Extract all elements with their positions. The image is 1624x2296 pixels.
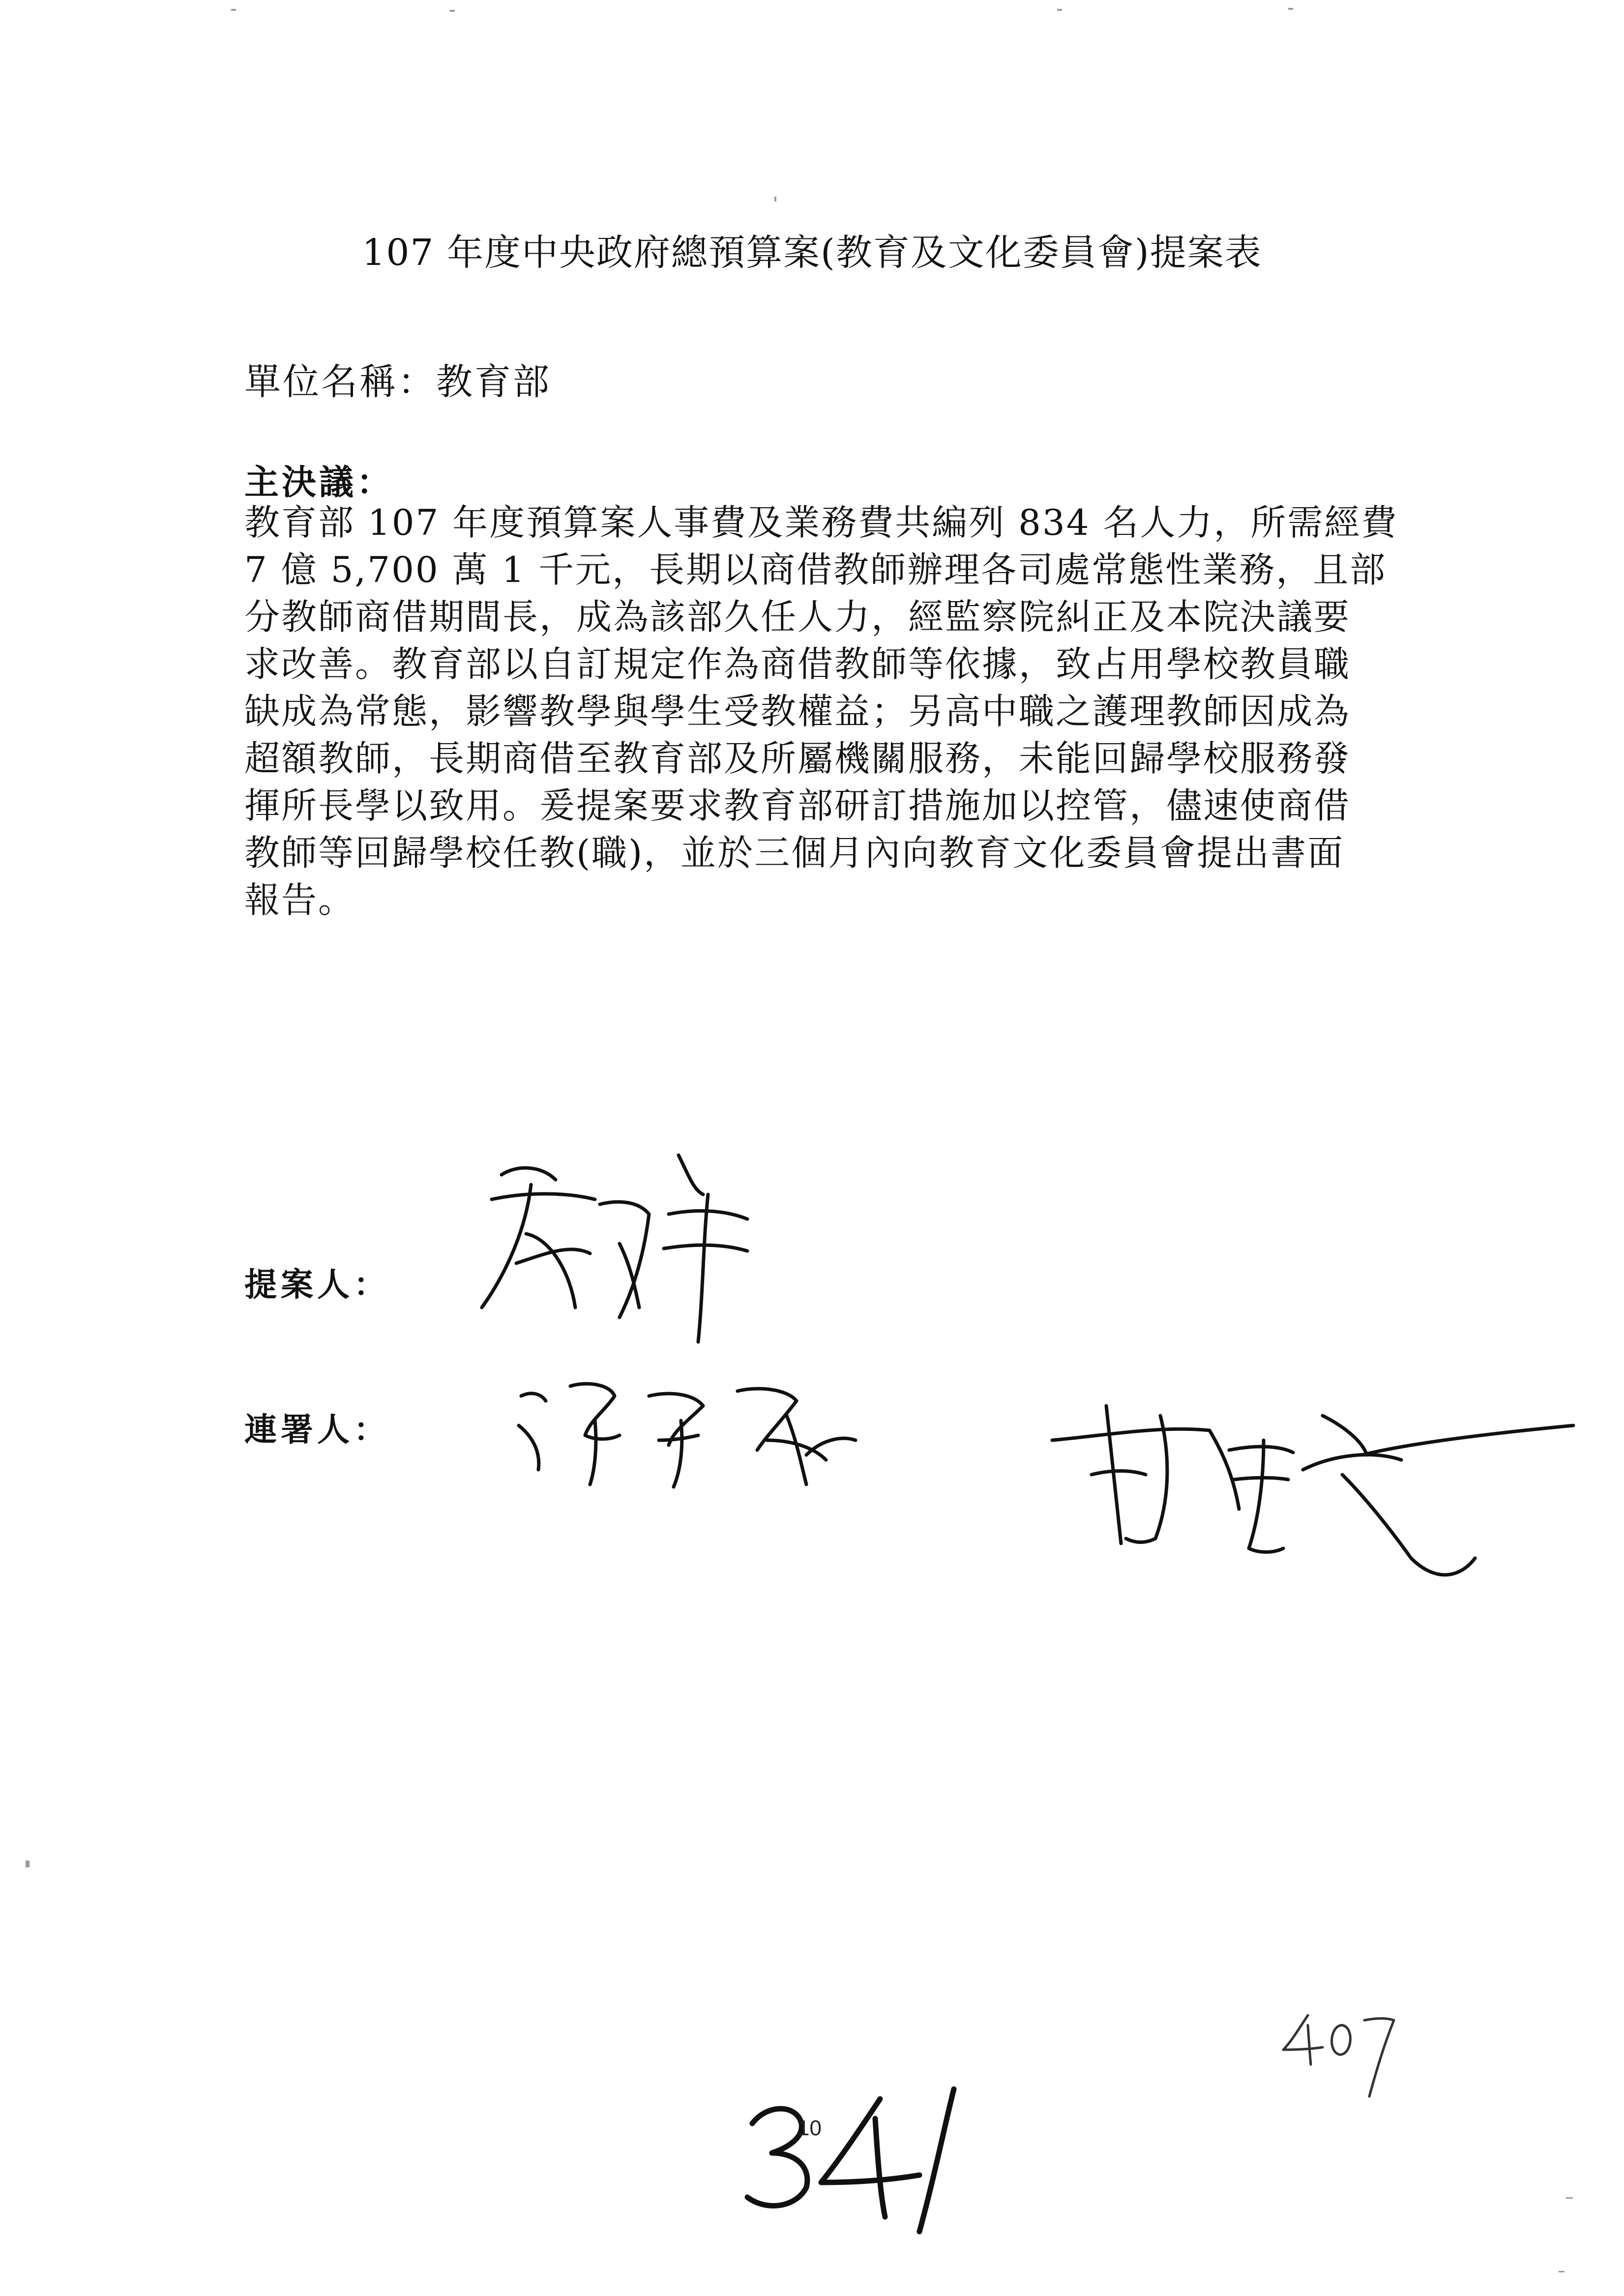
cosigner-signature-2 (1047, 1396, 1578, 1593)
resolution-line: 教育部 107 年度預算案人事費及業務費共編列 834 名人力，所需經費 (244, 502, 1398, 543)
resolution-line: 求改善。教育部以自訂規定作為商借教師等依據，致占用學校教員職 (244, 643, 1351, 685)
scan-speck (1559, 2271, 1565, 2272)
resolution-line: 缺成為常態，影響教學與學生受教權益；另高中職之護理教師因成為 (244, 691, 1351, 732)
proposer-signature (472, 1145, 777, 1352)
scan-speck (26, 1860, 30, 1867)
resolution-line: 報告。 (244, 879, 355, 921)
resolution-heading: 主決議： (244, 462, 394, 502)
resolution-line: 教師等回歸學校任教(職)，並於三個月內向教育文化委員會提出書面 (244, 832, 1345, 873)
resolution-line: 分教師商借期間長，成為該部久任人力，經監察院糾正及本院決議要 (244, 596, 1351, 638)
scan-speck (1057, 9, 1062, 11)
handwritten-number-407 (1278, 2005, 1396, 2099)
resolution-line: 超額教師，長期商借至教育部及所屬機關服務，未能回歸學校服務發 (244, 738, 1351, 779)
unit-name-line: 單位名稱：教育部 (244, 361, 551, 403)
proposer-label: 提案人： (244, 1266, 390, 1304)
page-title: 107 年度中央政府總預算案(教育及文化委員會)提案表 (362, 232, 1262, 274)
resolution-line: 7 億 5,700 萬 1 千元，長期以商借教師辦理各司處常態性業務，且部 (244, 549, 1387, 590)
page-number: 10 (797, 2116, 822, 2140)
scan-speck (450, 10, 455, 12)
handwritten-number-341 (738, 2079, 974, 2241)
cosigner-label: 連署人： (244, 1411, 390, 1449)
cosigner-signature-1 (511, 1366, 865, 1494)
scan-speck (1288, 8, 1293, 10)
scan-speck (774, 197, 776, 202)
resolution-body (244, 499, 1398, 924)
scan-speck (1566, 2197, 1573, 2199)
resolution-line: 揮所長學以致用。爰提案要求教育部研訂措施加以控管，儘速使商借 (244, 785, 1351, 826)
scan-speck (231, 9, 236, 11)
